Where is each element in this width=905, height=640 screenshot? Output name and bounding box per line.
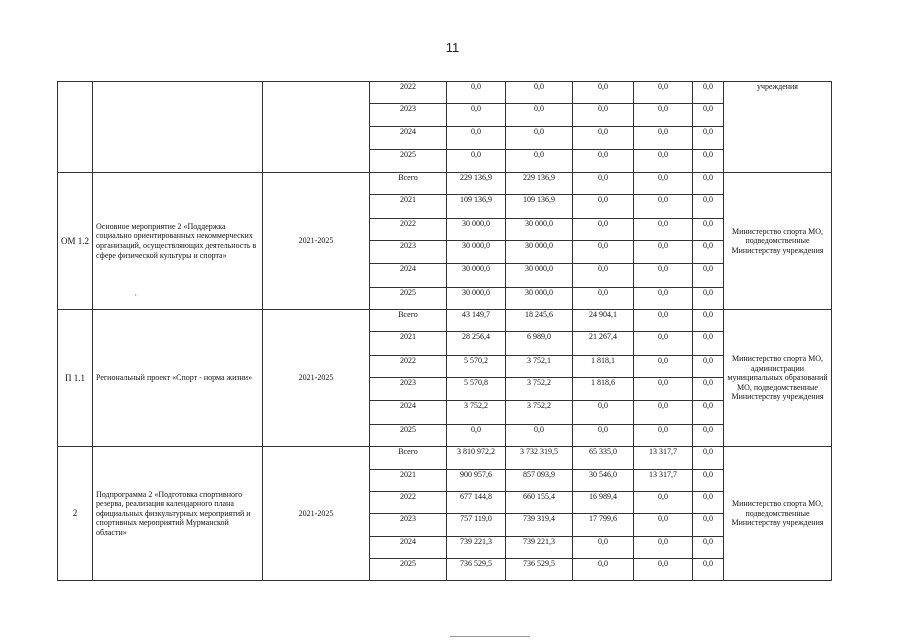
value-cell: 65 335,0	[573, 447, 634, 470]
value-cell: 30 000,0	[447, 219, 506, 241]
value-cell: 43 149,7	[447, 310, 506, 332]
value-cell: 0,0	[573, 195, 634, 219]
measure-title	[93, 82, 263, 173]
value-cell: 757 119,0	[447, 514, 506, 537]
value-cell: 0,0	[693, 127, 724, 150]
measure-code: П 1.1	[58, 310, 93, 447]
year-cell: 2023	[370, 104, 447, 127]
value-cell: 30 546,0	[573, 470, 634, 492]
value-cell: 3 810 972,2	[447, 447, 506, 470]
value-cell: 3 752,2	[506, 401, 573, 425]
value-cell: 5 570,8	[447, 378, 506, 401]
measure-period: 2021-2025	[263, 173, 370, 310]
page-number: 11	[445, 40, 460, 55]
value-cell: 5 570,2	[447, 356, 506, 378]
value-cell: 0,0	[634, 127, 693, 150]
program-table	[57, 81, 832, 581]
value-cell: 24 904,1	[573, 310, 634, 332]
value-cell: 0,0	[447, 127, 506, 150]
year-cell: Всего	[370, 310, 447, 332]
measure-title: Региональный проект «Спорт - норма жизни»	[93, 310, 263, 447]
value-cell: 0,0	[693, 356, 724, 378]
year-cell: 2023	[370, 241, 447, 264]
value-cell: 0,0	[693, 559, 724, 581]
year-cell: 2021	[370, 470, 447, 492]
value-cell: 229 136,9	[506, 173, 573, 195]
value-cell: 0,0	[573, 559, 634, 581]
value-cell: 0,0	[447, 150, 506, 173]
value-cell: 0,0	[634, 82, 693, 104]
value-cell: 0,0	[573, 264, 634, 288]
measure-code: ОМ 1.2	[58, 173, 93, 310]
value-cell: 0,0	[634, 401, 693, 425]
year-cell: Всего	[370, 447, 447, 470]
value-cell: 0,0	[573, 127, 634, 150]
year-cell: Всего	[370, 173, 447, 195]
value-cell: 30 000,0	[447, 241, 506, 264]
footer-line	[450, 636, 530, 637]
value-cell: 0,0	[693, 332, 724, 356]
value-cell: 0,0	[693, 219, 724, 241]
value-cell: 0,0	[634, 150, 693, 173]
value-cell: 0,0	[693, 378, 724, 401]
executor-cell: Министерство спорта МО, подведомственные Министерству учреждения	[724, 447, 832, 581]
value-cell: 0,0	[634, 356, 693, 378]
value-cell: 3 752,2	[447, 401, 506, 425]
value-cell: 0,0	[693, 310, 724, 332]
value-cell: 0,0	[573, 537, 634, 559]
measure-title: Подпрограмма 2 «Подготовка спортивного резерва, реализация календарного плана официальных физкультурных мероприятий и спортивных мероприятий Мурманской области»	[93, 447, 263, 581]
value-cell: 0,0	[573, 425, 634, 447]
year-cell: 2022	[370, 356, 447, 378]
table-row	[58, 310, 832, 332]
year-cell: 2021	[370, 195, 447, 219]
value-cell: 109 136,9	[506, 195, 573, 219]
value-cell: 0,0	[693, 514, 724, 537]
value-cell: 30 000,0	[506, 288, 573, 310]
year-cell: 2022	[370, 492, 447, 514]
value-cell: 0,0	[634, 241, 693, 264]
measure-period: 2021-2025	[263, 310, 370, 447]
executor-cell: учреждения	[724, 82, 832, 173]
value-cell: 0,0	[634, 310, 693, 332]
year-cell: 2024	[370, 537, 447, 559]
value-cell: 0,0	[634, 264, 693, 288]
value-cell: 0,0	[447, 82, 506, 104]
value-cell: 0,0	[693, 150, 724, 173]
year-cell: 2023	[370, 378, 447, 401]
year-cell: 2025	[370, 288, 447, 310]
value-cell: 739 319,4	[506, 514, 573, 537]
value-cell: 660 155,4	[506, 492, 573, 514]
value-cell: 0,0	[634, 195, 693, 219]
value-cell: 857 093,9	[506, 470, 573, 492]
year-cell: 2025	[370, 150, 447, 173]
value-cell: 739 221,3	[447, 537, 506, 559]
value-cell: 13 317,7	[634, 470, 693, 492]
value-cell: 736 529,5	[506, 559, 573, 581]
table-row	[58, 173, 832, 195]
value-cell: 0,0	[693, 173, 724, 195]
value-cell: 0,0	[634, 332, 693, 356]
year-cell: 2021	[370, 332, 447, 356]
value-cell: 0,0	[693, 492, 724, 514]
measure-period: 2021-2025	[263, 447, 370, 581]
year-cell: 2024	[370, 264, 447, 288]
value-cell: 0,0	[693, 264, 724, 288]
value-cell: 0,0	[693, 288, 724, 310]
value-cell: 0,0	[693, 401, 724, 425]
year-cell: 2023	[370, 514, 447, 537]
value-cell: 0,0	[693, 425, 724, 447]
value-cell: 13 317,7	[634, 447, 693, 470]
value-cell: 1 818,1	[573, 356, 634, 378]
value-cell: 3 752,2	[506, 378, 573, 401]
value-cell: 30 000,0	[447, 288, 506, 310]
value-cell: 0,0	[693, 470, 724, 492]
value-cell: 0,0	[573, 150, 634, 173]
value-cell: 0,0	[693, 537, 724, 559]
value-cell: 0,0	[506, 425, 573, 447]
value-cell: 0,0	[634, 537, 693, 559]
value-cell: 736 529,5	[447, 559, 506, 581]
stray-mark: `	[134, 293, 137, 303]
value-cell: 0,0	[634, 559, 693, 581]
value-cell: 30 000,0	[447, 264, 506, 288]
value-cell: 16 989,4	[573, 492, 634, 514]
value-cell: 0,0	[573, 219, 634, 241]
value-cell: 3 732 319,5	[506, 447, 573, 470]
value-cell: 0,0	[573, 288, 634, 310]
year-cell: 2025	[370, 425, 447, 447]
value-cell: 0,0	[447, 104, 506, 127]
value-cell: 0,0	[573, 82, 634, 104]
value-cell: 0,0	[573, 173, 634, 195]
value-cell: 21 267,4	[573, 332, 634, 356]
value-cell: 28 256,4	[447, 332, 506, 356]
value-cell: 0,0	[506, 127, 573, 150]
table-row	[58, 82, 832, 104]
year-cell: 2024	[370, 401, 447, 425]
value-cell: 6 989,0	[506, 332, 573, 356]
value-cell: 0,0	[634, 492, 693, 514]
year-cell: 2025	[370, 559, 447, 581]
value-cell: 229 136,9	[447, 173, 506, 195]
year-cell: 2024	[370, 127, 447, 150]
value-cell: 0,0	[634, 104, 693, 127]
executor-cell: Министерство спорта МО, подведомственные Министерству учреждения	[724, 173, 832, 310]
value-cell: 0,0	[693, 195, 724, 219]
year-cell: 2022	[370, 219, 447, 241]
value-cell: 30 000,0	[506, 264, 573, 288]
value-cell: 0,0	[634, 288, 693, 310]
value-cell: 900 957,6	[447, 470, 506, 492]
value-cell: 0,0	[506, 150, 573, 173]
executor-cell: Министерство спорта МО, администрации муниципальных образований МО, подведомственные Министерству учреждения	[724, 310, 832, 447]
value-cell: 0,0	[693, 447, 724, 470]
value-cell: 0,0	[634, 378, 693, 401]
value-cell: 739 221,3	[506, 537, 573, 559]
value-cell: 0,0	[634, 173, 693, 195]
value-cell: 17 799,6	[573, 514, 634, 537]
value-cell: 0,0	[634, 219, 693, 241]
value-cell: 0,0	[506, 104, 573, 127]
value-cell: 1 818,6	[573, 378, 634, 401]
value-cell: 109 136,9	[447, 195, 506, 219]
year-cell: 2022	[370, 82, 447, 104]
measure-code: 2	[58, 447, 93, 581]
value-cell: 0,0	[573, 401, 634, 425]
value-cell: 0,0	[573, 241, 634, 264]
value-cell: 0,0	[693, 104, 724, 127]
measure-code	[58, 82, 93, 173]
value-cell: 677 144,8	[447, 492, 506, 514]
value-cell: 0,0	[634, 425, 693, 447]
table-row	[58, 447, 832, 470]
value-cell: 0,0	[447, 425, 506, 447]
value-cell: 0,0	[693, 241, 724, 264]
measure-title: Основное мероприятие 2 «Поддержка социально ориентированных некоммерческих организаций, осуществляющих деятельность в сфере физической культуры и спорта»	[93, 173, 263, 310]
value-cell: 30 000,0	[506, 219, 573, 241]
value-cell: 0,0	[573, 104, 634, 127]
value-cell: 0,0	[693, 82, 724, 104]
value-cell: 0,0	[506, 82, 573, 104]
value-cell: 3 752,1	[506, 356, 573, 378]
value-cell: 30 000,0	[506, 241, 573, 264]
value-cell: 0,0	[634, 514, 693, 537]
value-cell: 18 245,6	[506, 310, 573, 332]
measure-period	[263, 82, 370, 173]
